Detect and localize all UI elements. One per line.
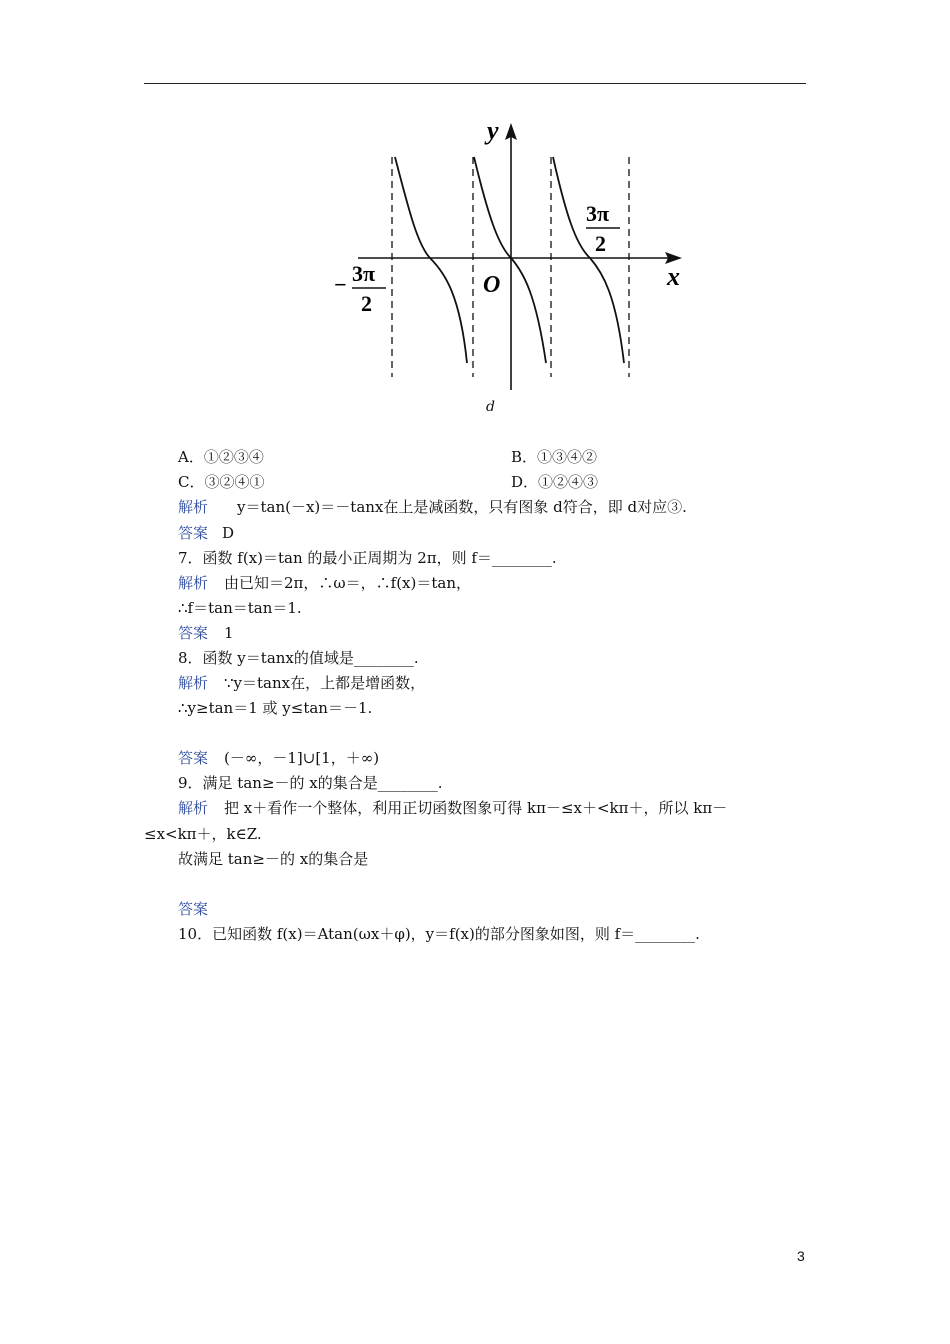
q7-solution-label: 解析 [178,574,209,592]
q7-answer-label: 答案 [178,624,209,642]
q9-answer [178,899,208,919]
q7-answer [178,623,234,643]
pos-tick-denominator: 2 [595,231,606,256]
q8-solution-text: ∵y＝tanx在，上都是增函数， [224,674,426,692]
q9-solution-line3: 故满足 tan≥－的 x的集合是 [178,850,369,868]
q7-answer-text: 1 [224,624,234,642]
q9-solution-line2: ≤x<kπ＋，k∈Z. [144,825,262,843]
figure-caption: d [486,399,495,415]
option-a: A．①②③④ [178,448,264,466]
q8-answer-text: (－∞，－1]∪[1，＋∞) [224,749,380,767]
q8-solution [178,673,425,693]
neg-tick-sign: − [334,272,347,297]
tangent-graph-figure [330,115,690,395]
neg-tick-denominator: 2 [361,291,372,316]
q8-solution-line2: ∴y≥tan＝1 或 y≤tan＝－1. [178,699,373,717]
tangent-graph [330,115,690,395]
option-d: D．①②④③ [511,473,599,491]
neg-tick-numerator: 3π [352,261,376,286]
y-axis-label: y [487,116,499,145]
option-b: B．①③④② [511,448,598,466]
q9-solution-text: 把 x＋看作一个整体，利用正切函数图象可得 kπ－≤x＋<kπ＋，所以 kπ－ [224,799,728,817]
curve-branch-1 [395,157,467,363]
q6-solution-label: 解析 [178,498,209,516]
q8-answer-label: 答案 [178,749,209,767]
pos-tick-numerator: 3π [586,201,610,226]
q8-solution-label: 解析 [178,674,209,692]
curve-branch-2 [474,157,546,363]
q7-solution-text: 由已知＝2π，∴ω＝，∴f(x)＝tan， [224,574,471,592]
q10-question: 10．已知函数 f(x)＝Atan(ωx＋φ)，y＝f(x)的部分图象如图，则 f＝________. [178,925,700,943]
origin-label: O [483,272,501,298]
q7-solution-line2: ∴f＝tan＝tan＝1. [178,599,302,617]
q6-answer-text: D [222,524,235,542]
q8-answer [178,748,379,768]
q6-solution [178,497,687,517]
q9-solution [178,798,727,818]
q6-answer [178,523,234,543]
q7-solution [178,573,471,593]
q6-solution-text: y＝tan(－x)＝－tanx在上是减函数，只有图象 d符合，即 d对应③. [222,498,687,516]
q9-solution-label: 解析 [178,799,209,817]
q6-answer-label: 答案 [178,524,209,542]
q9-answer-label: 答案 [178,900,209,918]
option-c: C．③②④① [178,473,265,491]
header-rule [144,83,806,84]
q7-question: 7．函数 f(x)＝tan 的最小正周期为 2π，则 f＝________. [178,549,557,567]
q8-question: 8．函数 y＝tanx的值域是________. [178,649,419,667]
q9-question: 9．满足 tan≥－的 x的集合是________. [178,774,443,792]
x-axis-label: x [667,262,680,291]
curve-branch-3 [553,157,624,363]
page-number: 3 [797,1248,805,1264]
